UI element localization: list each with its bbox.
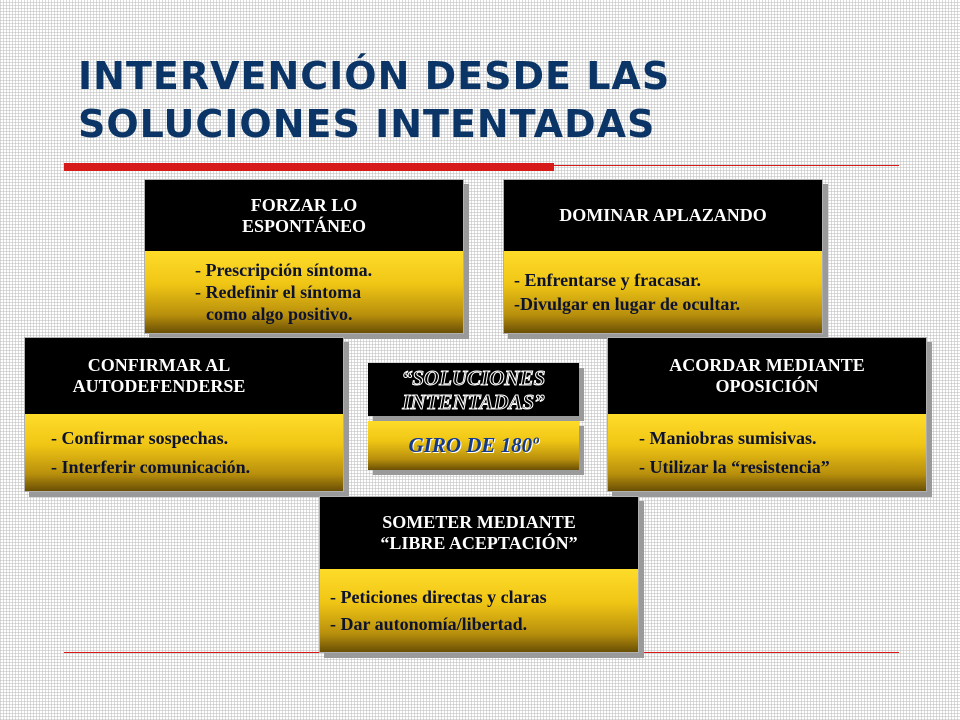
card-header-line-2: ESPONTÁNEO <box>241 215 367 236</box>
slide-title-line-1: INTERVENCIÓN DESDE LAS <box>78 54 671 98</box>
center-title-line-1: “SOLUCIONES <box>401 365 546 390</box>
card-header <box>320 497 638 569</box>
card-header-line-1: DOMINAR APLAZANDO <box>559 205 767 225</box>
title-rule-line <box>554 165 899 166</box>
card-item: - Enfrentarse y fracasar. <box>514 270 701 290</box>
card-item: - Prescripción síntoma. <box>195 260 373 280</box>
card-confirmar-al-autodefenderse <box>24 337 344 492</box>
card-header-line-1: SOMETER MEDIANTE <box>382 512 576 532</box>
card-acordar-mediante-oposicion <box>607 337 927 492</box>
card-item: - Dar autonomía/libertad. <box>330 613 528 634</box>
card-header-line-1: CONFIRMAR AL <box>87 355 231 375</box>
center-title-line-2: INTENTADAS” <box>402 389 545 414</box>
card-item: - Utilizar la “resistencia” <box>639 456 830 477</box>
card-header <box>608 338 926 414</box>
card-item: -Divulgar en lugar de ocultar. <box>514 294 741 314</box>
card-header-line-2: “LIBRE ACEPTACIÓN” <box>380 533 578 553</box>
center-subtitle: GIRO DE 180º <box>408 433 539 457</box>
card-body <box>504 251 822 333</box>
card-header-line-1: ACORDAR MEDIANTE <box>669 355 865 375</box>
card-header <box>504 180 822 251</box>
card-item: como algo positivo. <box>206 304 353 324</box>
card-item: - Redefinir el síntoma <box>195 282 362 302</box>
card-item: - Confirmar sospechas. <box>51 427 229 448</box>
card-body <box>145 251 463 333</box>
card-item: - Maniobras sumisivas. <box>639 427 817 448</box>
card-frame <box>24 337 344 492</box>
card-header-line-2: OPOSICIÓN <box>715 376 819 396</box>
card-frame <box>503 179 823 334</box>
card-body <box>25 414 343 491</box>
card-forzar-lo-espontaneo <box>144 179 464 334</box>
center-node <box>366 363 583 473</box>
center-header <box>368 363 579 416</box>
card-dominar-aplazando <box>503 179 823 334</box>
slide-title-line-2: SOLUCIONES INTENTADAS <box>78 102 656 146</box>
card-frame <box>319 496 639 653</box>
card-someter-mediante-libre-aceptacion <box>319 496 639 653</box>
card-header-line-1: FORZAR LO <box>250 194 358 215</box>
card-header <box>145 180 463 251</box>
card-body <box>320 569 638 652</box>
card-item: - Interferir comunicación. <box>51 456 251 477</box>
card-header-line-2: AUTODEFENDERSE <box>72 376 246 396</box>
card-frame <box>144 179 464 334</box>
title-accent-bar <box>64 163 554 171</box>
card-body <box>608 414 926 491</box>
slide-title <box>78 52 938 148</box>
card-frame <box>607 337 927 492</box>
center-body <box>368 421 579 470</box>
card-item: - Peticiones directas y claras <box>330 586 547 607</box>
card-header <box>25 338 343 414</box>
